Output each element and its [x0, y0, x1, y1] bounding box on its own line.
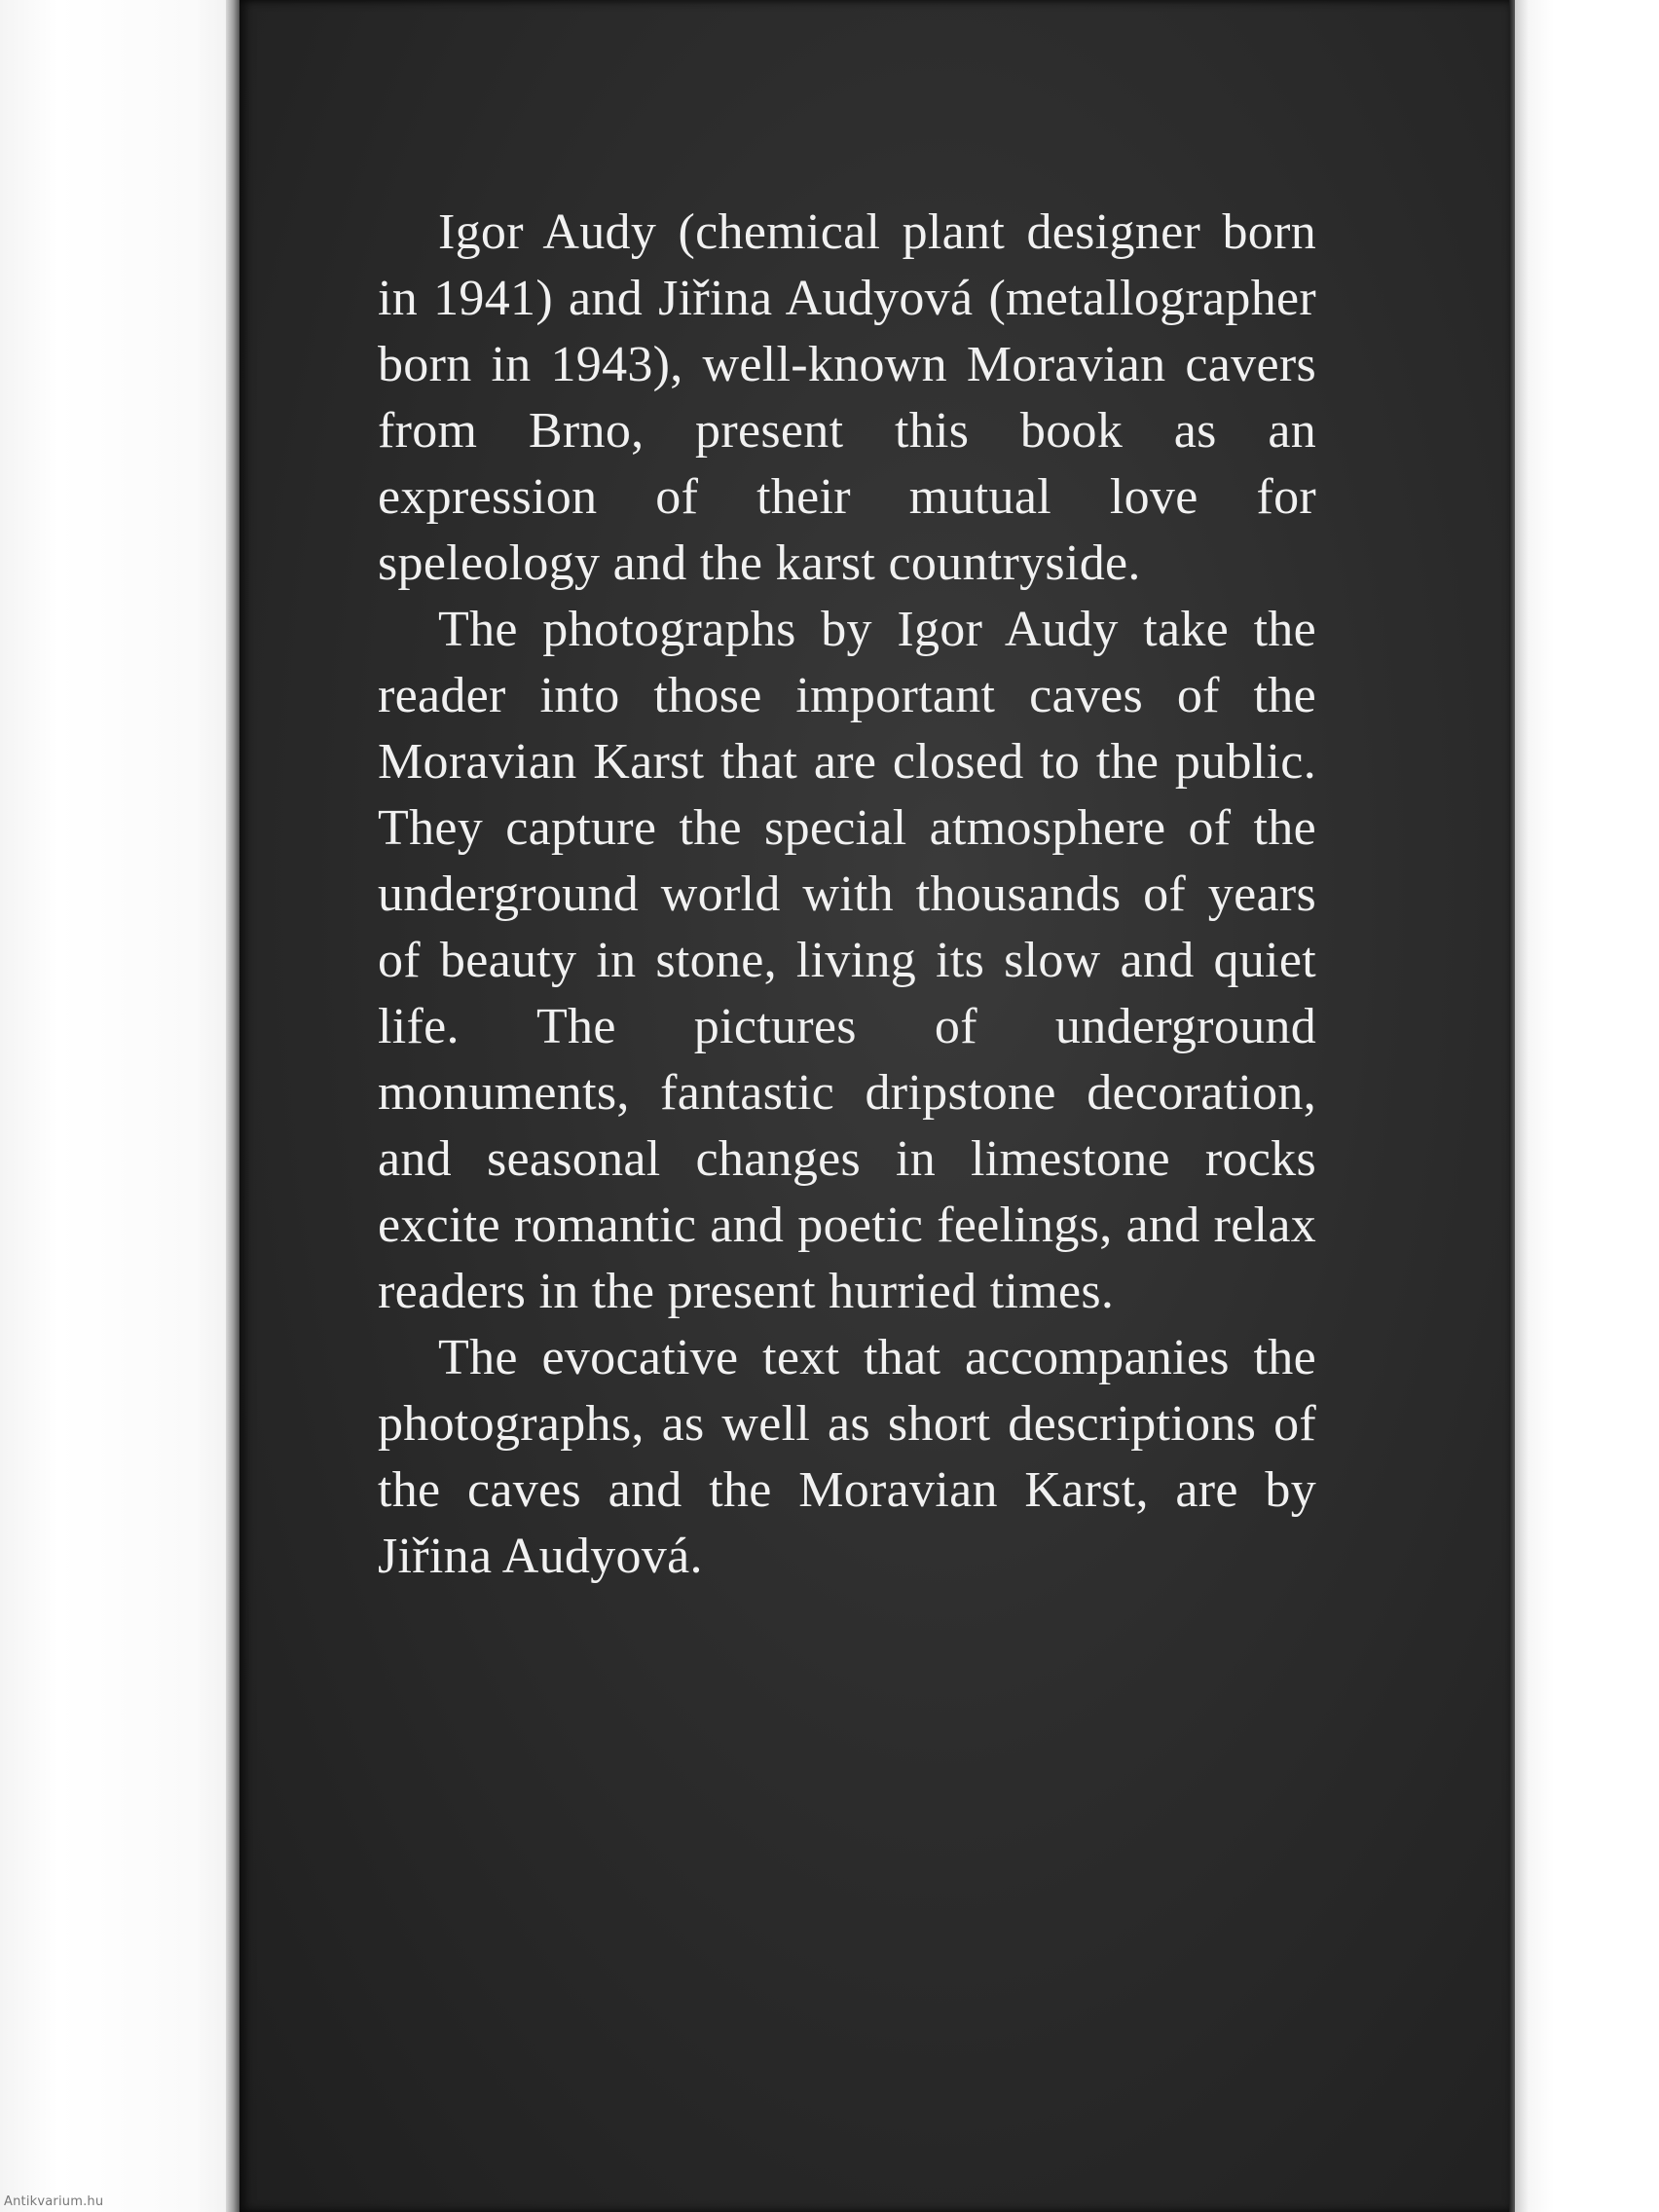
blurb-paragraph-authors: Igor Audy (chemical plant designer born in 1941) and Jiřina Audyová (metallographer born in 1943), well-known Moravian cavers from Brno, present this book as an expression of their mutual love for speleology and the karst countryside. [378, 204, 1316, 591]
cover-blurb [378, 200, 1316, 1590]
source-watermark: Antikvarium.hu [4, 2194, 104, 2209]
blurb-paragraph-text: The evocative text that accompanies the photographs, as well as short descriptions of the caves and the Moravian Karst, are by Jiřina Audyová. [378, 1330, 1316, 1584]
right-page-margin [1515, 0, 1659, 2212]
blurb-paragraph-photographs: The photographs by Igor Audy take the reader into those important caves of the Moravian Karst that are closed to the public. They capture the special atmosphere of the underground world with thousands of years of beauty in stone, living its slow and quiet life. The pictures of underground monuments, fantastic dripstone decoration, and seasonal changes in limestone rocks excite romantic and poetic feelings, and relax readers in the present hurried times. [378, 602, 1316, 1319]
